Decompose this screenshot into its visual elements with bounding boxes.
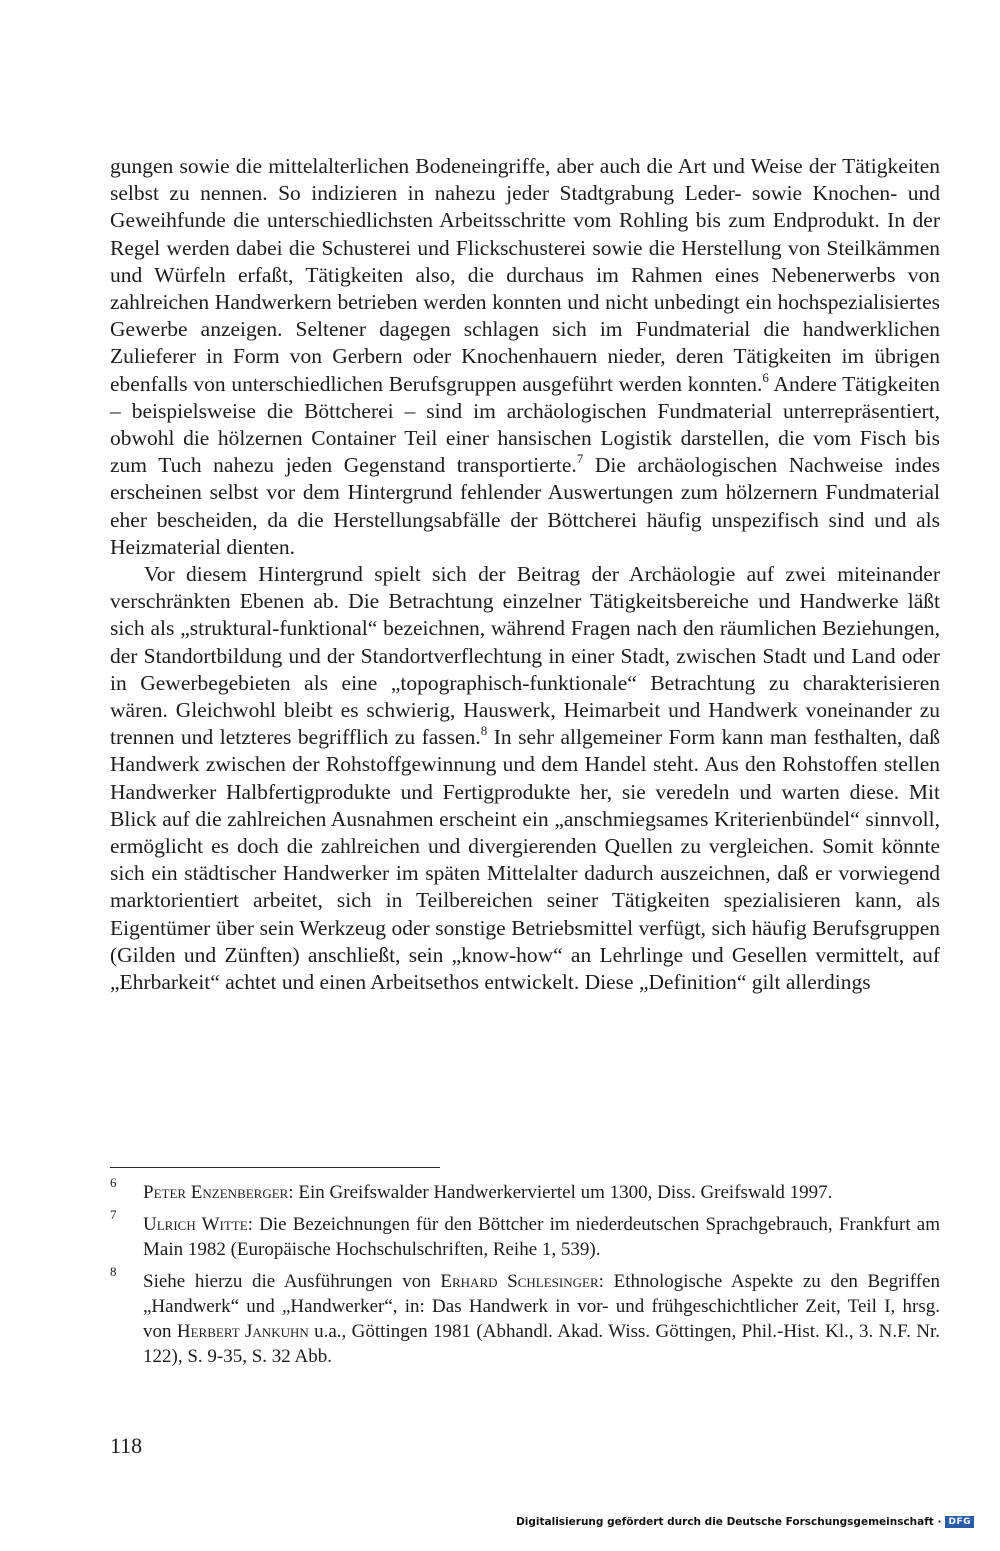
- footnote-citation-mid: : Ethnologische Aspekte zu den Begriffen „Handwerk“ und „Handwerker“, in: Das Handwerk in vor- und frühgeschichtlicher Zeit, Teil I, hrsg. von: [143, 1271, 940, 1342]
- paragraph-1-text-b: Andere Tätigkeiten – beispielsweise die Böttcherei – sind im archäologischen Fundmaterial unterrepräsentiert, obwohl die hölzernen Container Teil einer hansischen Logistik darstellen, die vom Fisch bis zum Tuch nahezu jeden Gegenstand transportierte.: [110, 371, 941, 478]
- footnote-citation-post: u.a., Göttingen 1981 (Abhandl. Akad. Wiss. Göttingen, Phil.-Hist. Kl., 3. N.F. Nr. 122), S. 9-35, S. 32 Abb.: [143, 1321, 941, 1367]
- footnote-editor: Herbert Jankuhn: [176, 1321, 309, 1342]
- paragraph-2-text-b: In sehr allgemeiner Form kann man festhalten, daß Handwerk zwischen der Rohstoffgewinnung und dem Handel steht. Aus den Rohstoffen stellen Handwerker Halbfertigprodukte und Fertigprodukte her, sie veredeln und warten diese. Mit Blick auf die zahlreichen Ausnahmen erscheint ein „anschmiegsames Kriterienbündel“ sinnvoll, ermöglicht es doch die zahlreichen und divergierenden Quellen zu vergleichen. Somit könnte sich ein städtischer Handwerker im späten Mittelalter dadurch auszeichnen, daß er vorwiegend marktorientiert arbeitet, sich in Teilbereichen seiner Tätigkeiten spezialisieren kann, als Eigentümer über sein Werkzeug oder sonstige Betriebsmittel verfügt, sich häufig Berufsgruppen (Gilden und Zünften) anschließt, sein „know-how“ an Lehrlinge und Gesellen vermittelt, auf „Ehrbarkeit“ achtet und einen Arbeitsethos entwickelt. Diese „Definition“ gilt allerdings: [110, 725, 940, 995]
- paragraph-2: [110, 561, 940, 996]
- footnote-citation: : Ein Greifswalder Handwerkerviertel um 1300, Diss. Greifswald 1997.: [288, 1182, 833, 1203]
- footnotes: [110, 1175, 941, 1376]
- page-number: 118: [110, 1433, 143, 1458]
- main-text: [110, 153, 940, 996]
- credit-text: Digitalisierung gefördert durch die Deutsche Forschungsgemeinschaft ·: [516, 1516, 942, 1528]
- footnote-author: Ulrich Witte: [143, 1214, 248, 1235]
- footnote-number: 6: [110, 1175, 117, 1190]
- paragraph-1-text-a: gungen sowie die mittelalterlichen Bodeneingriffe, aber auch die Art und Weise der Tätigkeiten selbst zu nennen. So indizieren in nahezu jeder Stadtgrabung Leder- sowie Knochen- und Geweihfunde die unterschiedlichsten Arbeitsschritte vom Rohling bis zum Endprodukt. In der Regel werden dabei die Schusterei und Flickschusterei sowie die Herstellung von Steilkämmen und Würfeln erfaßt, Tätigkeiten also, die durchaus im Rahmen eines Nebenerwerbs von zahlreichen Handwerkern betrieben werden konnten und nicht unbedingt ein hochspezialisiertes Gewerbe anzeigen. Seltener dagegen schlagen sich im Fundmaterial die handwerklichen Zulieferer in Form von Gerbern oder Knochenhauern nieder, deren Tätigkeiten im übrigen ebenfalls von unterschiedlichen Berufsgruppen ausgeführt werden konnten.: [110, 154, 940, 396]
- footnote-number: 7: [110, 1207, 117, 1222]
- footnote-author: Erhard Schlesinger: [440, 1271, 599, 1292]
- paragraph-2-text-a: Vor diesem Hintergrund spielt sich der Beitrag der Archäologie auf zwei miteinander verschränkten Ebenen ab. Die Betrachtung einzelner Tätigkeitsbereiche und Handwerke läßt sich als „struktural-funktional“ bezeichnen, während Fragen nach den räumlichen Beziehungen, der Standortbildung und der Standortverflechtung in einer Stadt, zwischen Stadt und Land oder in Gewerbegebieten als eine „topographisch-funktionale“ Betrachtung zu charakterisieren wären. Gleichwohl bleibt es schwierig, Hauswerk, Heimarbeit und Handwerk voneinander zu trennen und letzteres begrifflich zu fassen.: [110, 562, 940, 750]
- paragraph-1: [110, 153, 940, 561]
- footnote-6: [110, 1175, 940, 1205]
- footnote-citation: : Die Bezeichnungen für den Böttcher im niederdeutschen Sprachgebrauch, Frankfurt am Main 1982 (Europäische Hochschulschriften, Reihe 1, 539).: [143, 1214, 940, 1260]
- footnote-author: Peter Enzenberger: [143, 1182, 289, 1203]
- footnote-number: 8: [110, 1264, 117, 1279]
- dfg-logo-icon: DFG: [945, 1516, 974, 1528]
- footnote-ref-8[interactable]: 8: [480, 723, 488, 739]
- footnote-text: [143, 1269, 940, 1369]
- footnote-citation-pre: Siehe hierzu die Ausführungen von: [143, 1271, 441, 1292]
- paragraph-1-text-c: Die archäologischen Nachweise indes erscheinen selbst vor dem Hintergrund fehlender Auswertungen zum hölzernern Fundmaterial eher bescheiden, da die Herstellungsabfälle der Böttcherei häufig unspezifisch sind und als Heizmaterial dienten.: [110, 453, 940, 559]
- digitization-credit: [516, 1516, 974, 1528]
- footnote-divider: [110, 1167, 440, 1168]
- footnote-7: [110, 1207, 940, 1262]
- footnote-text: [143, 1180, 940, 1205]
- footnote-8: [110, 1264, 941, 1369]
- footnote-text: [143, 1212, 940, 1262]
- footnote-ref-6[interactable]: 6: [762, 369, 769, 385]
- footnote-ref-7[interactable]: 7: [576, 451, 584, 467]
